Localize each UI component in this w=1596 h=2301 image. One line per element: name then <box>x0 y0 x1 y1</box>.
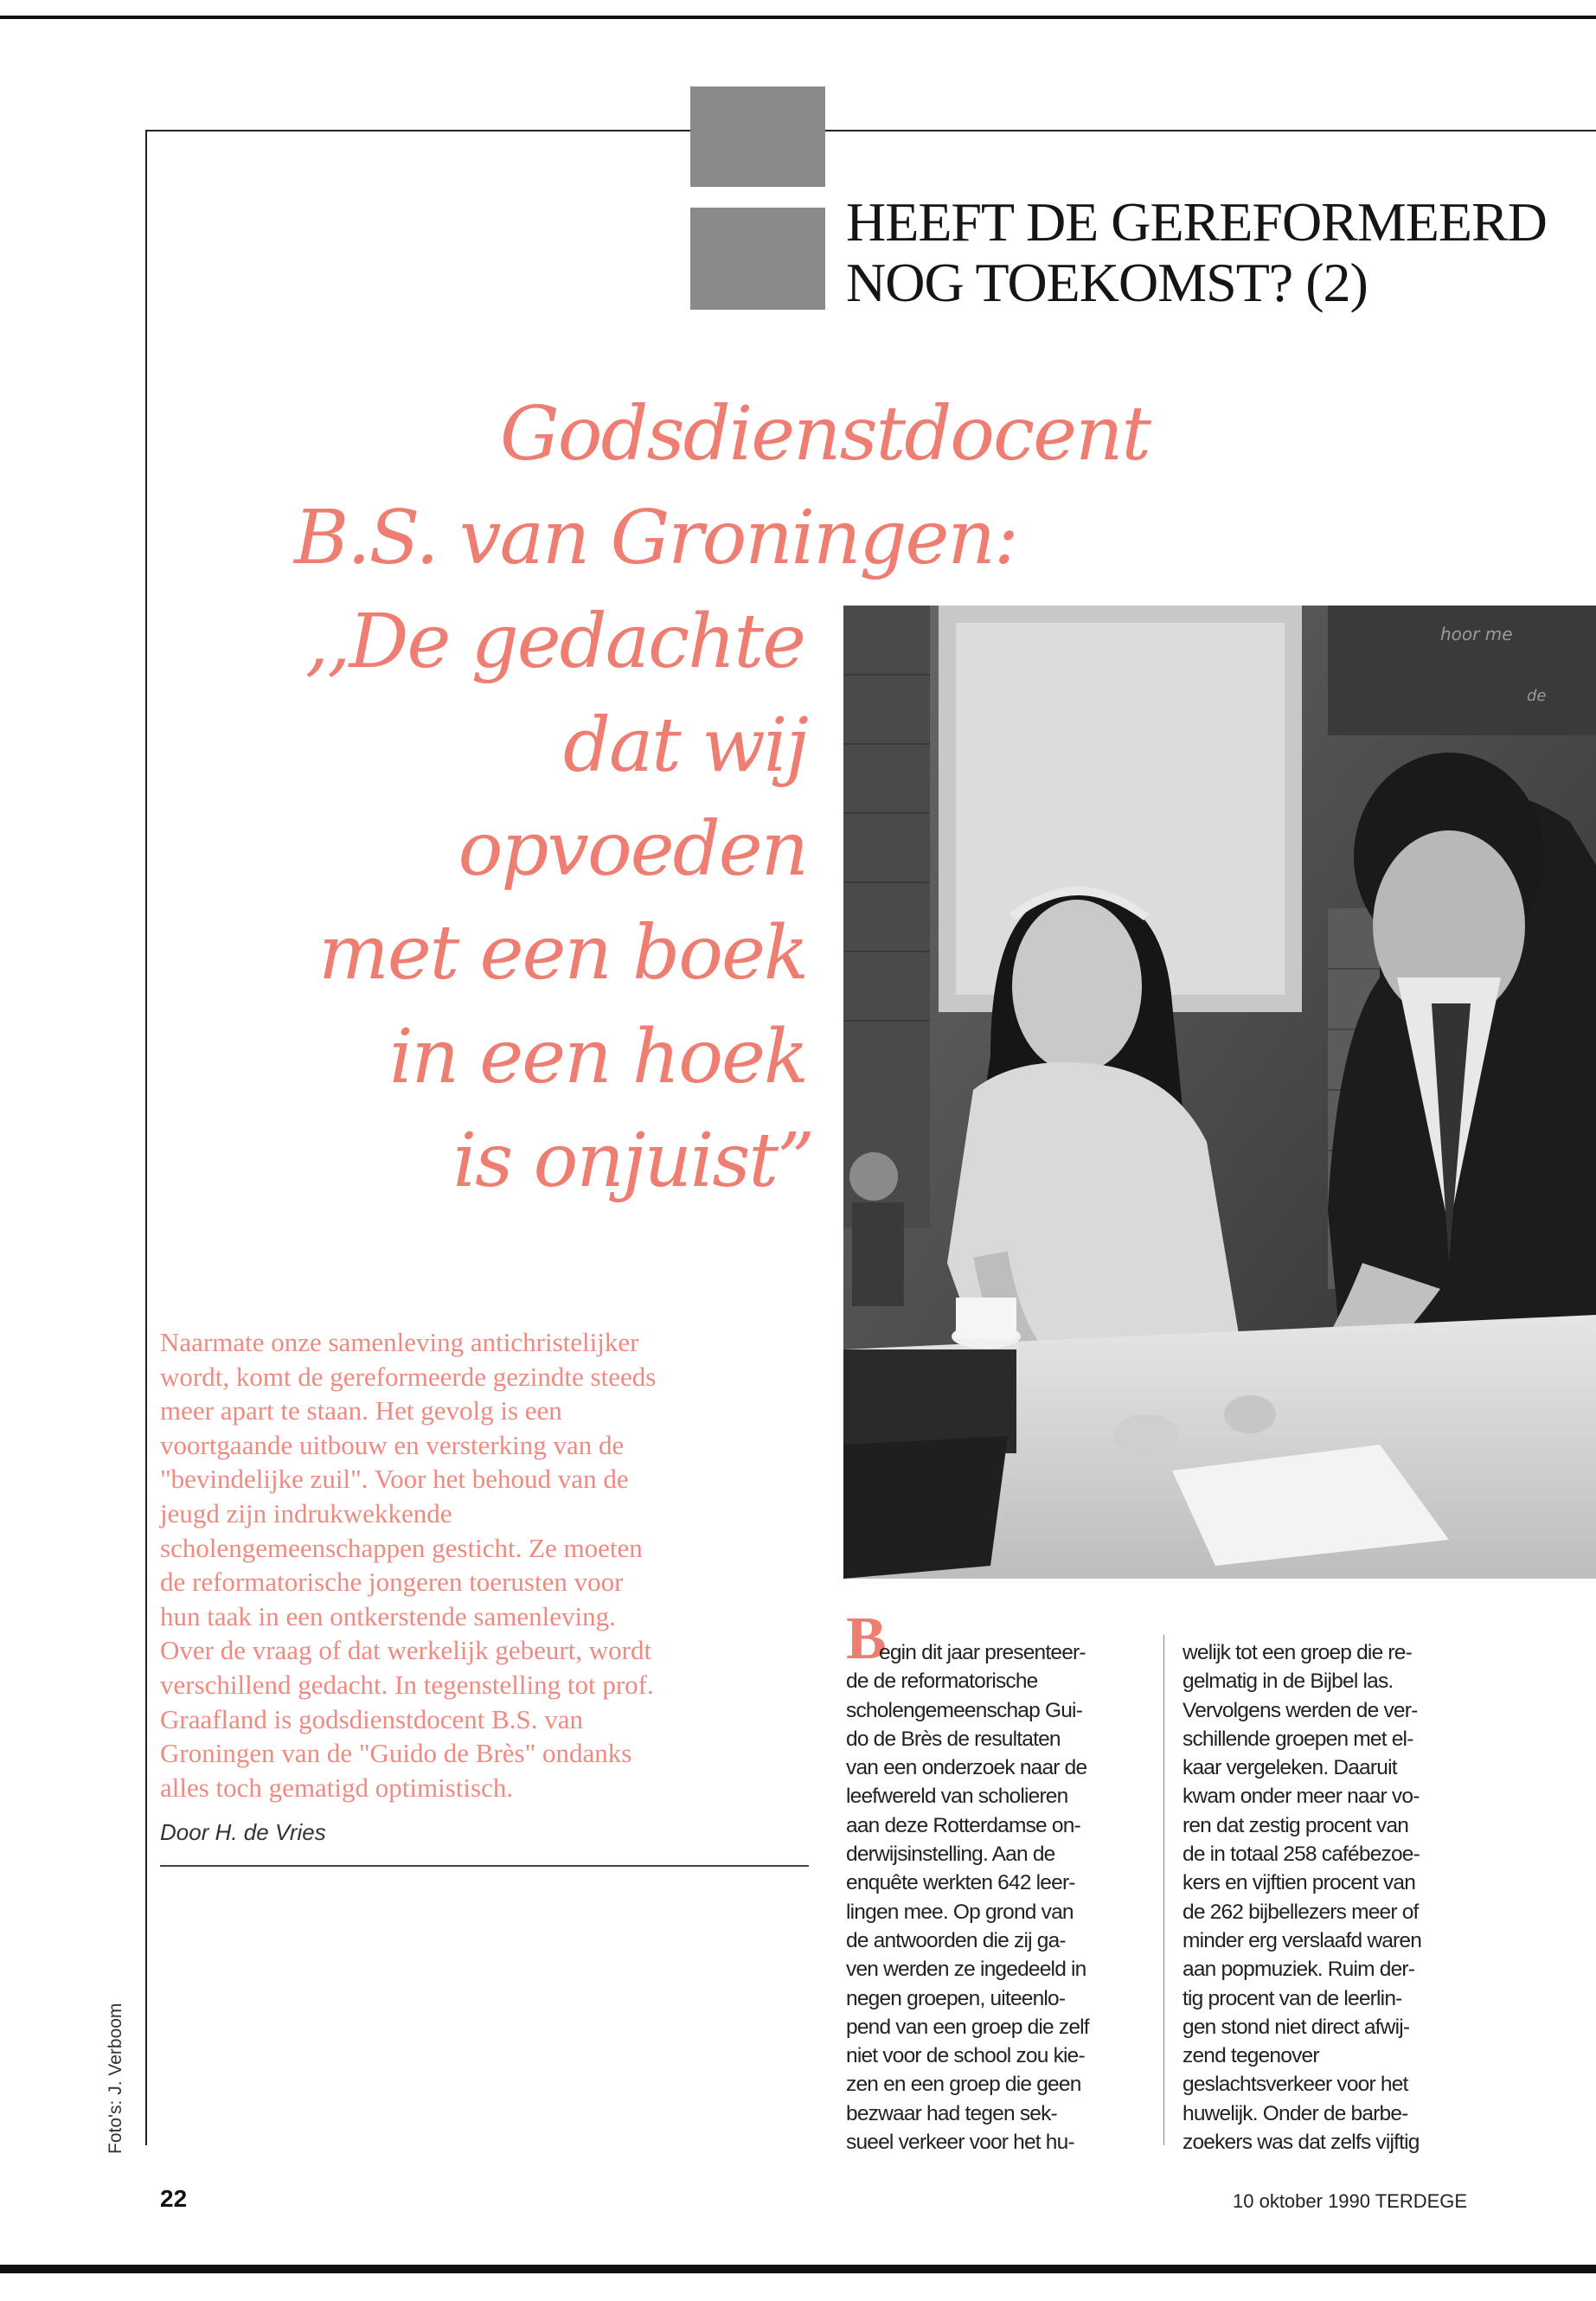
bottom-border <box>0 2265 1596 2273</box>
intro-line: Naarmate onze samenleving antichristelijker <box>160 1327 639 1357</box>
body-line: sueel verkeer voor het hu- <box>846 2131 1074 2155</box>
body-line: ven werden ze ingedeeld in <box>846 1958 1086 1982</box>
svg-text:hoor me: hoor me <box>1440 624 1513 644</box>
body-line: de in totaal 258 cafébezoe- <box>1183 1843 1420 1867</box>
intro-line: jeugd zijn indrukwekkende <box>160 1497 452 1529</box>
body-line: leefwereld van scholieren <box>846 1785 1068 1809</box>
headline-line-6: met een boek <box>318 910 807 997</box>
body-line: egin dit jaar presenteer- <box>879 1641 1086 1664</box>
intro-line: verschillend gedacht. In tegenstelling tot prof. <box>160 1669 654 1700</box>
frame-rule-top <box>145 130 1596 131</box>
body-line: gen stond niet direct afwij- <box>1183 2015 1410 2039</box>
body-line: zen en een groep die geen <box>846 2073 1081 2097</box>
intro-line: hun taak in een ontkerstende samenleving. <box>160 1600 616 1631</box>
intro-paragraph <box>160 1325 817 1804</box>
body-line: kers en vijftien procent van <box>1183 1871 1416 1895</box>
body-line: zend tegenover <box>1183 2044 1319 2068</box>
headline-line-4: dat wij <box>562 702 807 789</box>
body-line: de antwoorden die zij ga- <box>846 1928 1066 1952</box>
classroom-photo <box>843 606 1596 1579</box>
body-line: van een onderzoek naar de <box>846 1756 1087 1780</box>
body-line: do de Brès de resultaten <box>846 1727 1061 1751</box>
body-line: aan popmuziek. Ruim der- <box>1183 1958 1415 1982</box>
photo-credit: Foto's: J. Verboom <box>106 2003 125 2154</box>
headline-line-1: Godsdienstdocent <box>500 391 1151 478</box>
body-line: niet voor de school zou kie- <box>846 2044 1085 2068</box>
body-line: negen groepen, uiteenlo- <box>846 1986 1066 2010</box>
body-line: scholengemeenschap Gui- <box>846 1698 1083 1722</box>
body-column-1 <box>846 1638 1144 2157</box>
body-line: pend van een groep die zelf <box>846 2015 1089 2039</box>
body-line: kwam onder meer naar vo- <box>1183 1785 1420 1809</box>
body-line: minder erg verslaafd waren <box>1183 1928 1422 1952</box>
intro-divider <box>160 1865 809 1867</box>
body-line: welijk tot een groep die re- <box>1183 1641 1412 1664</box>
body-line: de 262 bijbellezers meer of <box>1183 1900 1419 1924</box>
intro-line: voortgaande uitbouw en versterking van de <box>160 1429 625 1460</box>
headline-line-2: B.S. van Groningen: <box>294 495 1017 581</box>
body-line: Vervolgens werden de ver- <box>1183 1698 1418 1722</box>
body-line: lingen mee. Op grond van <box>846 1900 1074 1924</box>
headline-line-3: ,,De gedachte <box>304 599 804 685</box>
body-line: enquête werkten 642 leer- <box>846 1871 1075 1895</box>
page-number: 22 <box>160 2185 188 2212</box>
headline-line-5: opvoeden <box>458 806 807 893</box>
body-line: gelmatig in de Bijbel las. <box>1183 1670 1394 1694</box>
top-border <box>0 16 1596 19</box>
intro-line: meer apart te staan. Het gevolg is een <box>160 1395 562 1426</box>
issue-dateline: 10 oktober 1990 TERDEGE <box>1233 2190 1468 2212</box>
body-line: aan deze Rotterdamse on- <box>846 1813 1080 1837</box>
series-kicker <box>846 192 1596 313</box>
intro-line: alles toch gematigd optimistisch. <box>160 1772 514 1803</box>
body-line: geslachtsverkeer voor het <box>1183 2073 1408 2097</box>
kicker-line-2: NOG TOEKOMST? (2) <box>846 252 1368 313</box>
headline-line-8: is onjuist” <box>452 1118 813 1204</box>
intro-line: Groningen van de "Guido de Brès" ondanks <box>160 1738 632 1769</box>
body-line: schillende groepen met el- <box>1183 1727 1413 1751</box>
column-divider <box>1163 1635 1164 2145</box>
svg-text:de: de <box>1527 687 1547 705</box>
decorative-block-top <box>690 87 825 187</box>
body-line: bezwaar had tegen sek- <box>846 2101 1057 2125</box>
frame-rule-left <box>145 130 147 2145</box>
decorative-block-bottom <box>690 208 825 310</box>
kicker-line-1: HEEFT DE GEREFORMEERD <box>846 192 1547 253</box>
body-line: zoekers was dat zelfs vijftig <box>1183 2131 1420 2155</box>
body-line: huwelijk. Onder de barbe- <box>1183 2101 1408 2125</box>
headline-line-7: in een hoek <box>389 1014 807 1100</box>
body-line: derwijsinstelling. Aan de <box>846 1843 1055 1867</box>
intro-line: "bevindelijke zuil". Voor het behoud van de <box>160 1464 629 1495</box>
intro-line: scholengemeenschappen gesticht. Ze moeten <box>160 1532 643 1563</box>
intro-line: Over de vraag of dat werkelijk gebeurt, wordt <box>160 1635 652 1666</box>
intro-line: Graafland is godsdienstdocent B.S. van <box>160 1703 584 1734</box>
intro-line: de reformatorische jongeren toerusten voor <box>160 1567 624 1598</box>
body-line: de de reformatorische <box>846 1670 1038 1694</box>
body-column-2 <box>1183 1638 1481 2157</box>
drop-cap: B <box>846 1606 887 1672</box>
byline: Door H. de Vries <box>160 1819 326 1845</box>
body-line: tig procent van de leerlin- <box>1183 1986 1402 2010</box>
body-line: ren dat zestig procent van <box>1183 1813 1409 1837</box>
body-line: kaar vergeleken. Daaruit <box>1183 1756 1397 1780</box>
intro-line: wordt, komt de gereformeerde gezindte steeds <box>160 1361 657 1392</box>
